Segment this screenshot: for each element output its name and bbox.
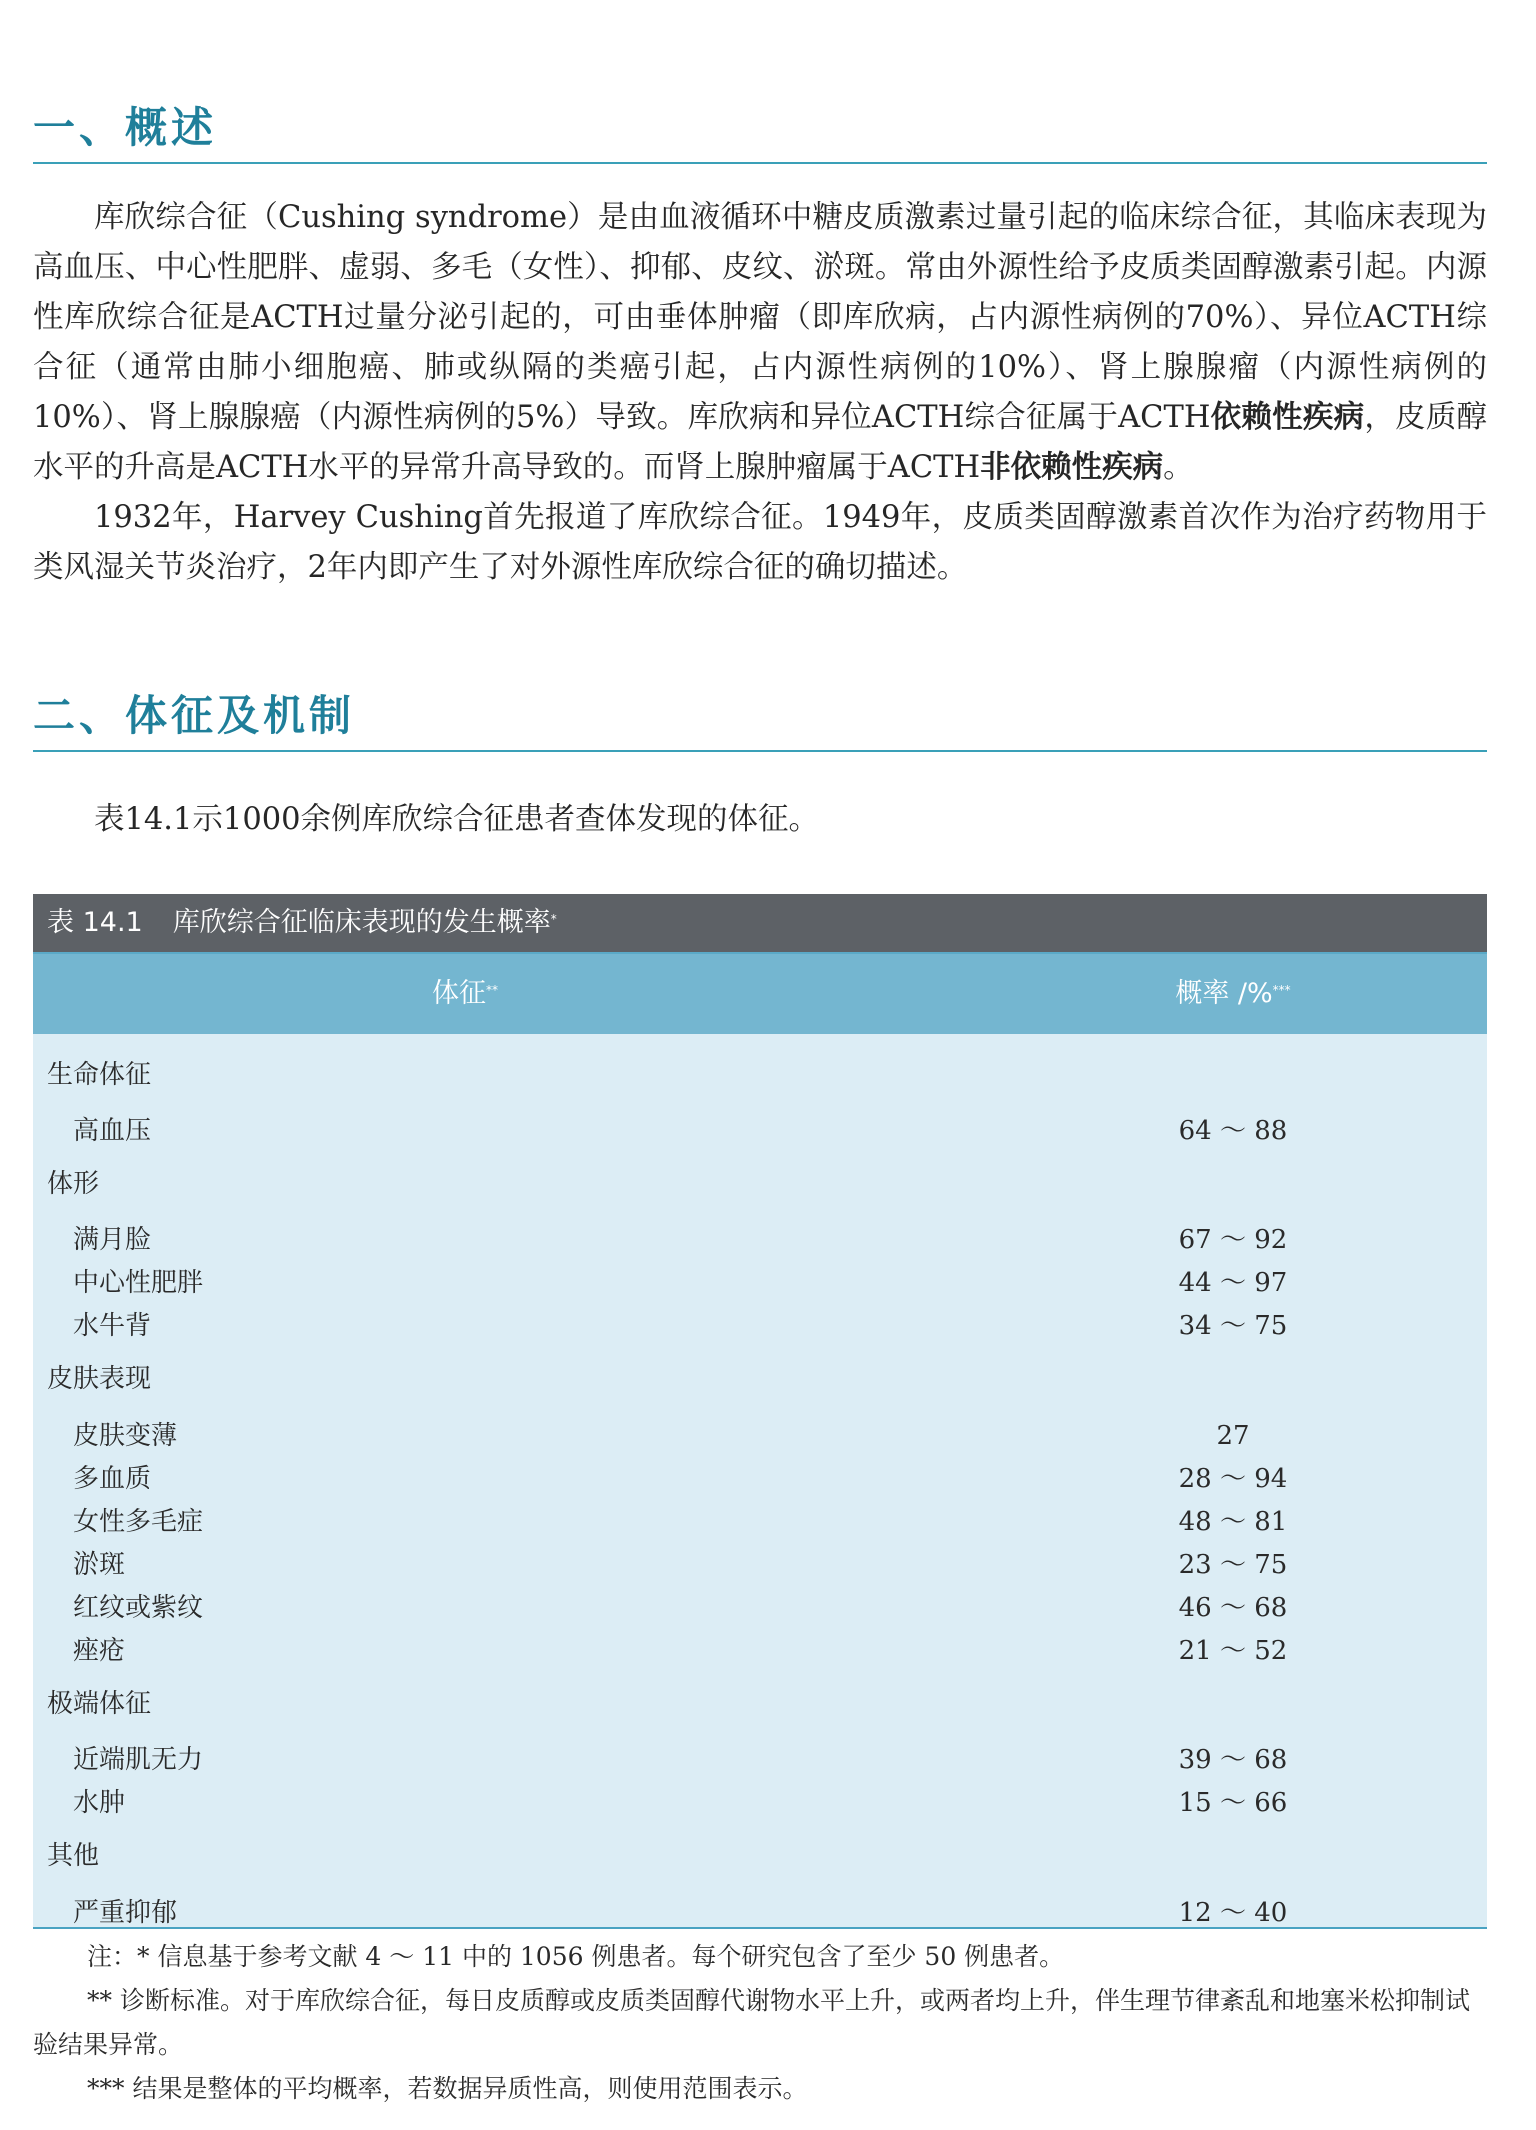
sign-name: 近端肌无力 [73,1745,204,1775]
sign-name: 水肿 [73,1788,126,1818]
table-body [33,1034,1487,1929]
probability-value: 48 ～ 81 [1178,1507,1288,1537]
note-2: ** 诊断标准。对于库欣综合征，每日皮质醇或皮质类固醇代谢物水平上升，或两者均上升，伴生理节律紊乱和地塞米松抑制试验结果异常。 [33,1986,1470,2059]
category-label: 体形 [47,1169,100,1199]
note-3: *** 结果是整体的平均概率，若数据异质性高，则使用范围表示。 [87,2074,808,2103]
probability-value: 21 ～ 52 [1178,1636,1288,1666]
section-title-signs: 二、体征及机制 [33,688,1487,752]
overview-text [33,193,1487,593]
category-label: 生命体征 [47,1060,152,1090]
overview-paragraph-1: 库欣综合征（Cushing syndrome）是由血液循环中糖皮质激素过量引起的临床综合征，其临床表现为高血压、中心性肥胖、虚弱、多毛（女性）、抑郁、皮纹、淤斑。常由外源性给予皮质类固醇激素引起。内源性库欣综合征是ACTH过量分泌引起的，可由垂体肿瘤（即库欣病，占内源性病例的70%）、异位ACTH综合征（通常由肺小细胞癌、肺或纵隔的类癌引起，占内源性病例的10%）、肾上腺腺瘤（内源性病例的10%）、肾上腺腺癌（内源性病例的5%）导致。库欣病和异位ACTH综合征属于ACTH依赖性疾病，皮质醇水平的升高是ACTH水平的异常升高导致的。而肾上腺肿瘤属于ACTH非依赖性疾病。 [33,200,1488,485]
probability-value: 67 ～ 92 [1178,1225,1288,1255]
probability-value: 27 [1216,1421,1250,1451]
probability-value: 28 ～ 94 [1178,1464,1288,1494]
sign-name: 皮肤变薄 [73,1421,178,1451]
note-1: 注：* 信息基于参考文献 4 ～ 11 中的 1056 例患者。每个研究包含了至少 50 例患者。 [87,1942,1065,1971]
table-caption: 表 14.1 库欣综合征临床表现的发生概率* [33,894,1487,952]
sign-name: 水牛背 [73,1311,152,1341]
table-title: 库欣综合征临床表现的发生概率 [172,907,551,938]
sign-name: 淤斑 [73,1550,126,1580]
table-header [33,952,1487,1034]
probability-value: 15 ～ 66 [1178,1788,1288,1818]
table-notes [33,1935,1487,2111]
probability-value: 44 ～ 97 [1178,1268,1288,1298]
probability-value: 39 ～ 68 [1178,1745,1288,1775]
column-header-sign: 体征** [432,978,498,1009]
sign-name: 多血质 [73,1464,152,1494]
overview-paragraph-2: 1932年，Harvey Cushing首先报道了库欣综合征。1949年，皮质类固醇激素首次作为治疗药物用于类风湿关节炎治疗，2年内即产生了对外源性库欣综合征的确切描述。 [33,500,1487,585]
signs-intro: 表14.1示1000余例库欣综合征患者查体发现的体征。 [94,802,820,837]
sign-name: 红纹或紫纹 [73,1593,204,1623]
bold-term-independent: 非依赖性疾病 [980,450,1164,485]
section-title-overview: 一、概述 [33,100,1487,164]
column-header-probability: 概率 /%*** [1175,978,1291,1009]
probability-value: 64 ～ 88 [1178,1116,1288,1146]
probability-value: 46 ～ 68 [1178,1593,1288,1623]
sign-name: 中心性肥胖 [73,1268,204,1298]
probability-value: 23 ～ 75 [1178,1550,1288,1580]
sign-name: 严重抑郁 [73,1898,178,1928]
sign-name: 女性多毛症 [73,1507,204,1537]
category-label: 其他 [47,1841,100,1871]
sign-name: 高血压 [73,1116,152,1146]
table-number: 表 14.1 [47,907,143,938]
category-label: 皮肤表现 [47,1364,152,1394]
sign-name: 痤疮 [73,1636,126,1666]
sign-name: 满月脸 [73,1225,152,1255]
probability-value: 34 ～ 75 [1178,1311,1288,1341]
category-label: 极端体征 [47,1689,152,1719]
bold-term-dependent: 依赖性疾病 [1210,400,1365,435]
probability-value: 12 ～ 40 [1178,1898,1288,1928]
